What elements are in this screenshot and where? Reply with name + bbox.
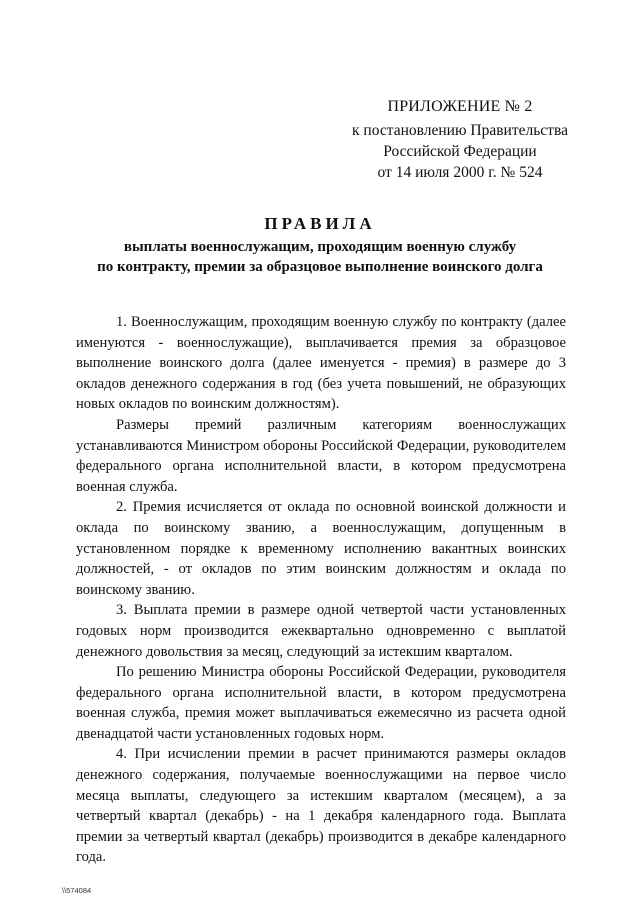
document-subtitle-line: по контракту, премии за образцовое выполнение воинского долга [97,259,543,275]
appendix-block [330,96,590,183]
paragraph-3-continued: По решению Министра обороны Российской Федерации, руководителя федерального органа исполнительной власти, в котором предусмотрена военная служба, премия может выплачиваться ежемесячно из расчета одной двенадцатой части установленных годовых норм. [76,664,566,742]
appendix-line: Российской Федерации [383,143,537,160]
paragraph-1: 1. Военнослужащим, проходящим военную службу по контракту (далее именуются - военнослужащие), выплачивается премия за образцовое выполнение воинского долга (далее именуется - премия) в размере до 3 окладов денежного содержания в год (без учета повышений, не образующих новых окладов по воинским должностям). [76,314,566,413]
appendix-line: к постановлению Правительства [352,122,568,139]
document-body [76,312,566,868]
footer-document-code: \\574084 [62,886,92,895]
document-title: ПРАВИЛА [264,214,376,233]
appendix-line: от 14 июля 2000 г. № 524 [377,164,543,181]
paragraph-3: 3. Выплата премии в размере одной четвертой части установленных годовых норм производится ежеквартально одновременно с выплатой денежного довольствия за месяц, следующий за истекшим кварталом. [76,602,566,660]
appendix-title: ПРИЛОЖЕНИЕ № 2 [387,98,533,115]
paragraph-1-continued: Размеры премий различным категориям военнослужащих устанавливаются Министром обороны Российской Федерации, руководителем федерального органа исполнительной власти, в котором предусмотрена военная служба. [76,416,566,495]
paragraph-4: 4. При исчислении премии в расчет принимаются размеры окладов денежного содержания, получаемые военнослужащими на первое число месяца выплаты, следующего за истекшим кварталом (месяцем), а за четвертый квартал (декабрь) - на 1 декабря календарного года. Выплата премии за четвертый квартал (декабрь) производится в декабре календарного года. [76,746,566,866]
document-subtitle-line: выплаты военнослужащим, проходящим военную службу [123,239,517,255]
paragraph-2: 2. Премия исчисляется от оклада по основной воинской должности и оклада по воинскому званию, а военнослужащим, допущенным в установленном порядке к временному исполнению вакантных воинских должностей, - от окладов по этим воинским должностям и оклада по воинскому званию. [76,499,566,598]
document-heading [60,214,580,277]
